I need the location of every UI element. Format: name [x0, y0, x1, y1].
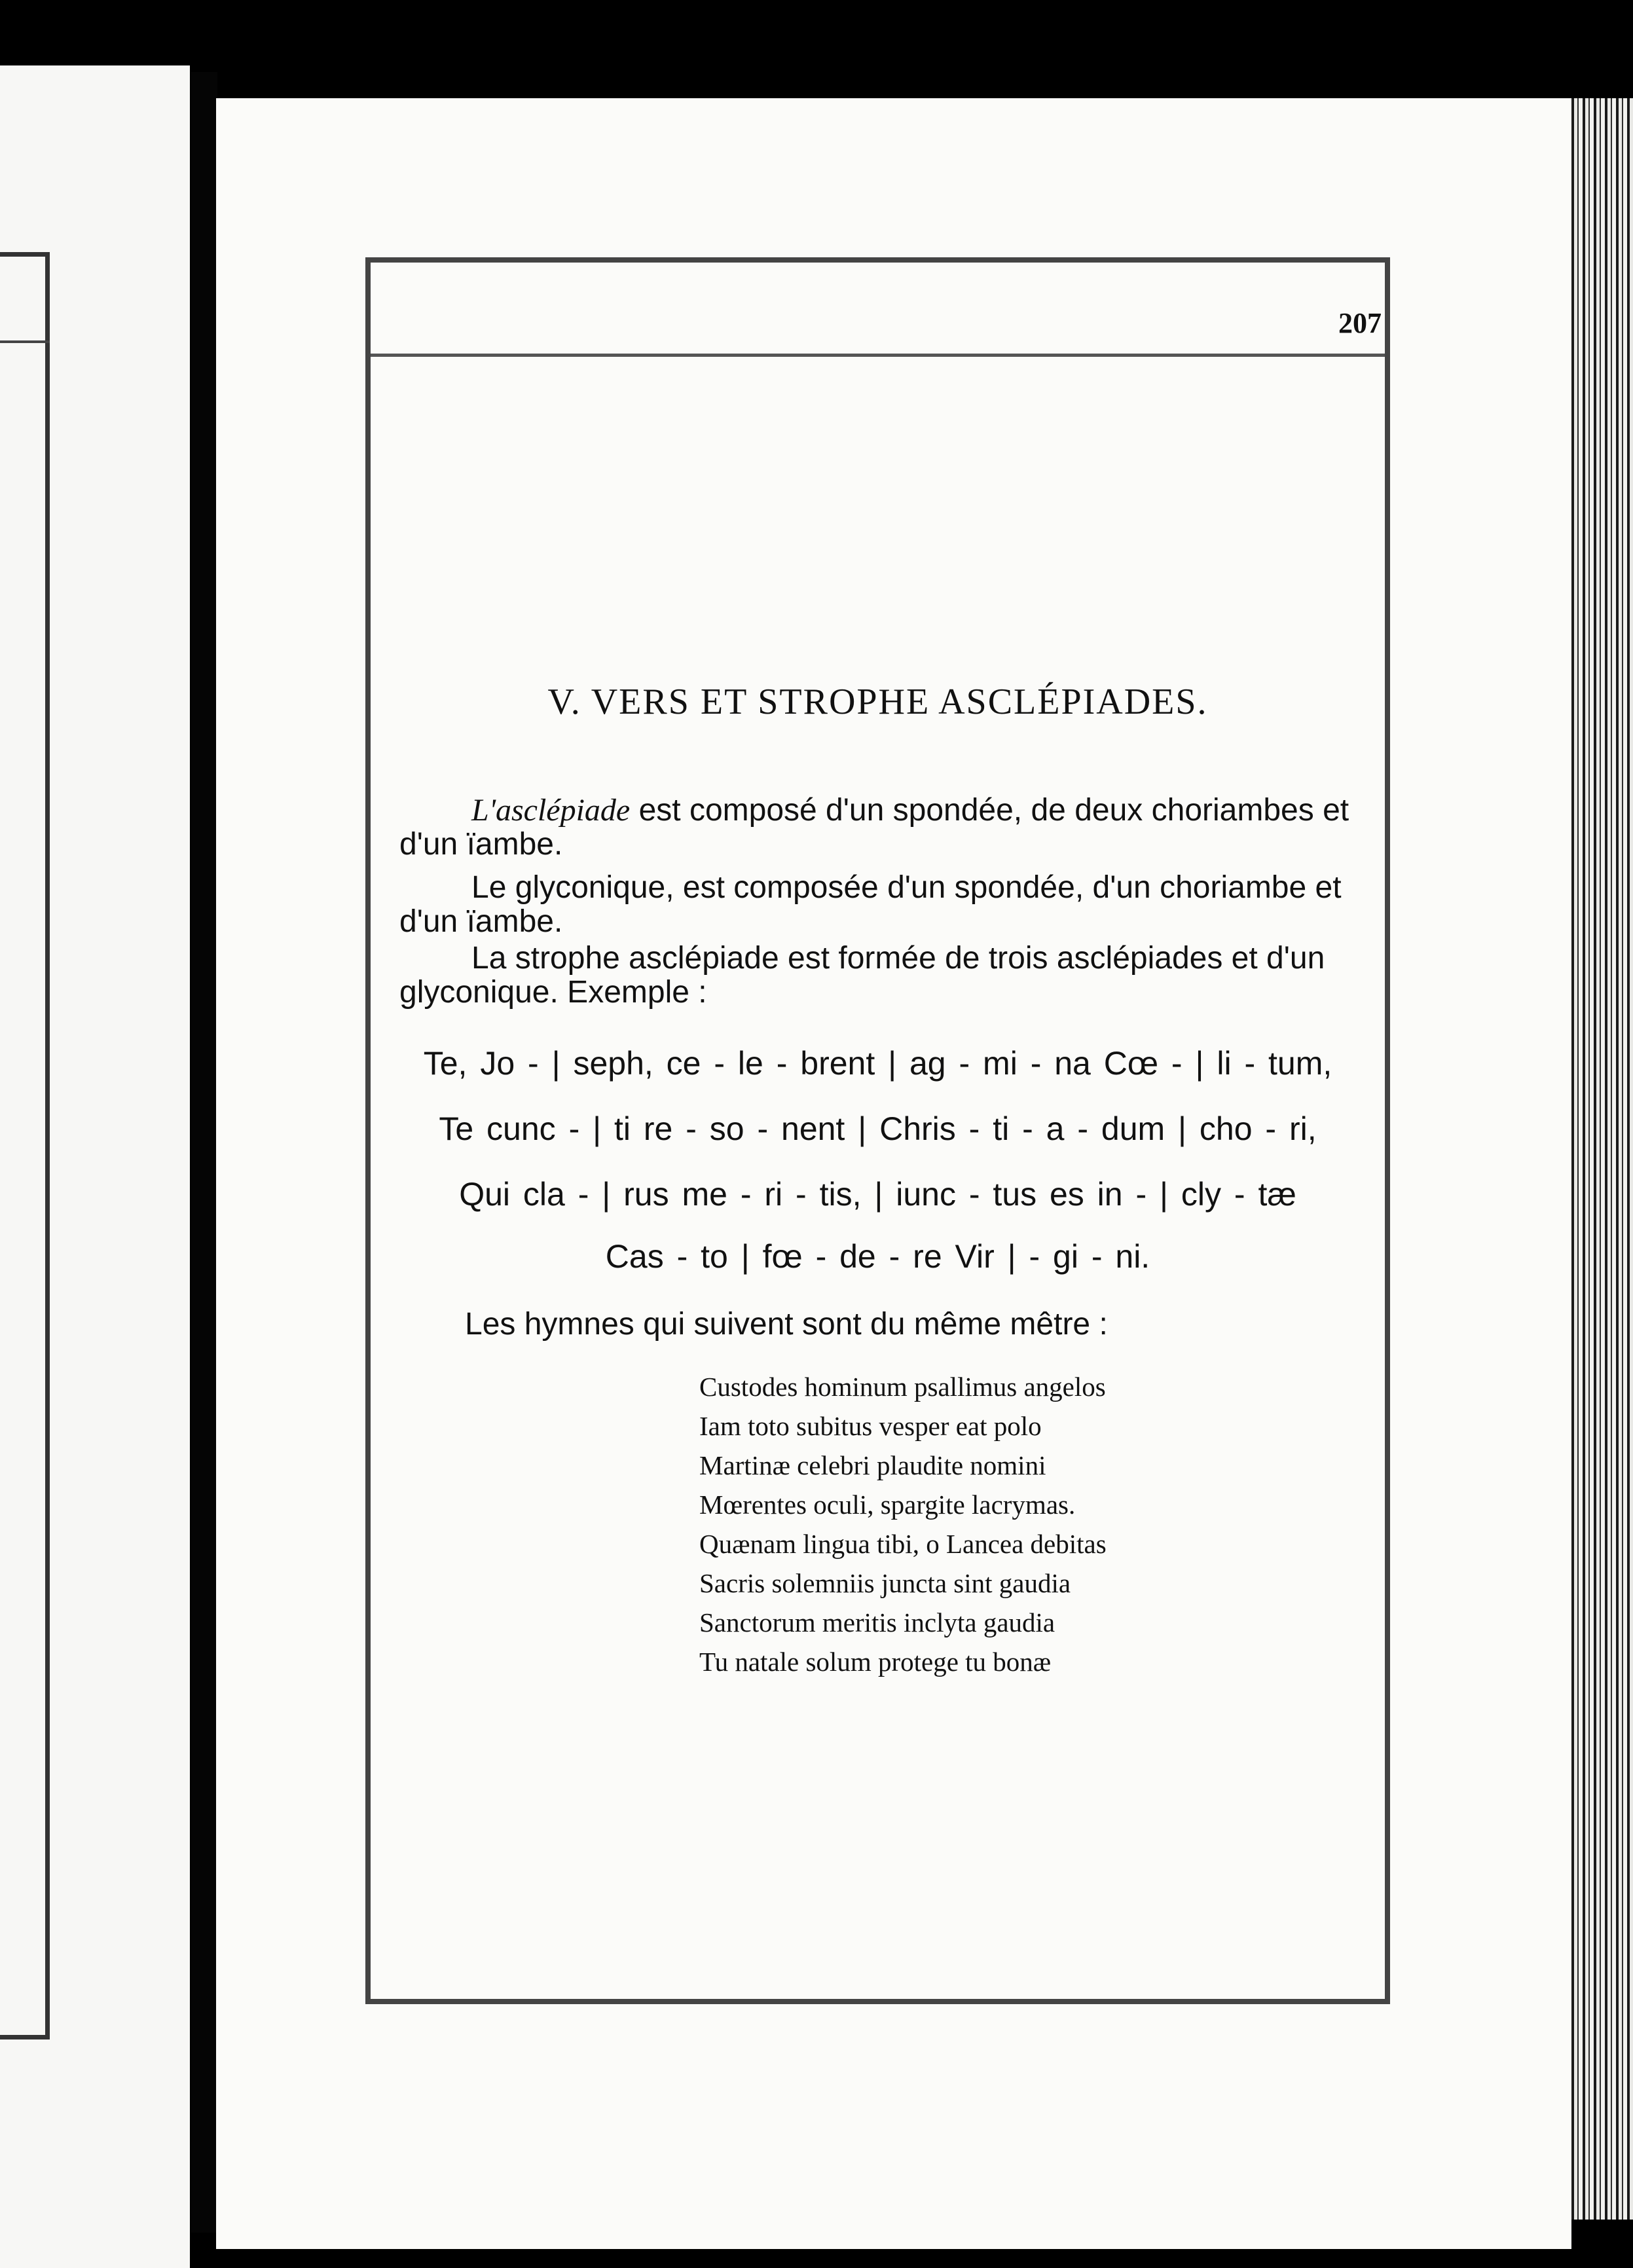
paragraph-asclepiade-text: est composé d'un spondée, de deux choriambes et d'un ïambe.	[399, 793, 1349, 862]
hymn-incipit: Quænam lingua tibi, o Lancea debitas	[699, 1529, 1107, 1559]
hymns-intro: Les hymnes qui suivent sont du même mêtre :	[465, 1307, 1108, 1342]
hymn-list	[699, 1367, 1107, 1681]
paragraph-strophe	[399, 942, 1382, 1010]
hymn-incipit: Martinæ celebri plaudite nomini	[699, 1450, 1046, 1480]
example-verse: Te cunc - | ti re - so - nent | Chris - ti - a - dum | cho - ri,	[439, 1110, 1317, 1147]
facing-page-frame	[0, 252, 50, 2039]
page-edges	[1571, 98, 1633, 2220]
hymn-incipit: Mœrentes oculi, spargite lacrymas.	[699, 1490, 1076, 1520]
hymn-incipit: Tu natale solum protege tu bonæ	[699, 1647, 1052, 1677]
example-verse: Qui cla - | rus me - ri - tis, | iunc - tus es in - | cly - tæ	[459, 1176, 1296, 1213]
example-verse: Cas - to | fœ - de - re Vir | - gi - ni.	[605, 1238, 1150, 1275]
paragraph-strophe-text: La strophe asclépiade est formée de trois asclépiades et d'un glyconique. Exemple :	[399, 941, 1325, 1010]
hymn-incipit: Iam toto subitus vesper eat polo	[699, 1411, 1042, 1441]
hymn-incipit: Custodes hominum psallimus angelos	[699, 1372, 1106, 1402]
term-asclepiade: L'asclépiade	[471, 793, 631, 828]
page-number: 207	[1338, 307, 1382, 339]
paragraph-asclepiade	[399, 794, 1382, 862]
hymn-incipit: Sanctorum meritis inclyta gaudia	[699, 1607, 1055, 1637]
section-title: V. VERS ET STROPHE ASCLÉPIADES.	[547, 682, 1208, 722]
paragraph-glyconique-text: Le glyconique, est composée d'un spondée, d'un choriambe et d'un ïambe.	[399, 870, 1342, 939]
facing-page	[0, 65, 190, 2268]
example-verse: Te, Jo - | seph, ce - le - brent | ag - mi - na Cœ - | li - tum,	[423, 1045, 1332, 1082]
scan-background	[0, 0, 1633, 69]
paragraph-glyconique	[399, 871, 1382, 939]
book-gutter	[191, 72, 217, 2233]
facing-page-rule	[0, 340, 50, 343]
header-rule	[371, 354, 1385, 357]
hymn-incipit: Sacris solemniis juncta sint gaudia	[699, 1568, 1071, 1598]
